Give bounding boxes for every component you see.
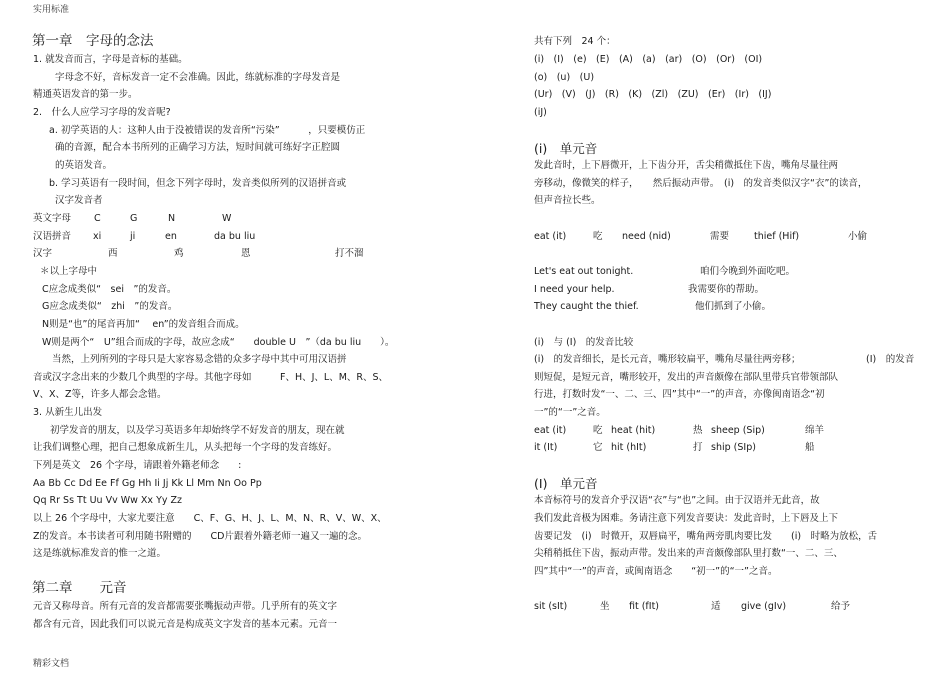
page-header: 实用标准 <box>33 5 70 15</box>
text-line: 齿要记发 (i) 时微开，双唇扁平，嘴角两旁肌肉要比发 (i) 时略为放松，舌 <box>534 531 878 542</box>
word-meaning: 坐 <box>600 601 610 612</box>
table-cell: N <box>168 213 176 224</box>
text-line: (i) 的发音细长，是长元音，嘴形较扁平，嘴角尽量往两旁移； <box>534 354 801 365</box>
word: thief (Hif) <box>754 231 800 242</box>
text-line: 汉字发音者 <box>55 195 103 206</box>
text-line: a. 初学英语的人：这种人由于没被错误的发音所“污染” ，只要模仿正 <box>49 125 366 136</box>
word-meaning: 需要 <box>710 231 730 242</box>
word-meaning: 吃 <box>593 425 603 436</box>
section-title-i: (i) 单元音 <box>534 141 598 156</box>
chapter-2-title: 第二章 元音 <box>32 580 127 596</box>
text-line: V、X、Z等，许多人都会念错。 <box>33 389 167 400</box>
text-line: 3. 从新生儿出发 <box>33 407 103 418</box>
word: it (It) <box>534 442 558 453</box>
example-translation: 他们抓到了小偷。 <box>695 301 772 312</box>
alphabet-line: Aa Bb Cc Dd Ee Ff Gg Hh Ii Jj Kk Ll Mm Nn Oo Pp <box>33 478 262 489</box>
table-cell: 西 <box>108 248 118 259</box>
example-translation: 我需要你的帮助。 <box>688 284 765 295</box>
text-line: 本音标符号的发音介乎汉语“衣”与“也”之间。由于汉语并无此音，故 <box>534 495 820 506</box>
example-sentence: I need your help. <box>534 284 615 295</box>
table-cell: 汉语拼音 <box>33 231 72 242</box>
text-line: N则是“也”的尾音再加“ en”的发音组合而成。 <box>42 319 245 330</box>
word: eat (it) <box>534 231 567 242</box>
text-line: G应念成类似“ zhi ”的发音。 <box>42 301 178 312</box>
word: sheep (Sip) <box>711 425 765 436</box>
table-cell: 打不溜 <box>335 248 364 259</box>
text-line: ＊以上字母中 <box>40 266 98 277</box>
word: give (gIv) <box>741 601 787 612</box>
word: sit (sIt) <box>534 601 568 612</box>
section-title-I: (I) 单元音 <box>534 476 598 491</box>
word-meaning: 船 <box>805 442 815 453</box>
text-line: 行进，打数时发“一、二、三、四”其中“一”的声音，亦像闽南语念“初 <box>534 389 825 400</box>
word-meaning: 适 <box>711 601 721 612</box>
word-meaning: 吃 <box>593 231 603 242</box>
chapter-1-title: 第一章 字母的念法 <box>32 33 154 49</box>
text-line: 音或汉字念出来的少数几个典型的字母。其他字母如 F、H、J、L、M、R、S、 <box>33 372 389 383</box>
table-cell: 鸡 <box>174 248 184 259</box>
text-line: 以上 26 个字母中，大家尤要注意 C、F、G、H、J、L、M、N、R、V、W、X、 <box>33 513 387 524</box>
phonetic-list: (Ur) (V) (J) (R) (K) (Zl) (ZU) (Er) (Ir) (IJ) <box>534 89 772 100</box>
example-sentence: Let's eat out tonight. <box>534 266 634 277</box>
word: fit (fIt) <box>629 601 660 612</box>
table-cell: 汉字 <box>33 248 53 259</box>
word: heat (hit) <box>611 425 656 436</box>
alphabet-line: Qq Rr Ss Tt Uu Vv Ww Xx Yy Zz <box>33 495 183 506</box>
text-line: (i) 与 (I) 的发音比较 <box>534 337 634 348</box>
table-cell: 恩 <box>241 248 251 259</box>
table-cell: C <box>94 213 101 224</box>
text-line: 1. 就发音而言，字母是音标的基础。 <box>33 54 188 65</box>
table-cell: xi <box>93 231 102 242</box>
text-line: 都含有元音，因此我们可以说元音是构成英文字发音的基本元素。元音一 <box>33 619 338 630</box>
text-line: (I) 的发音 <box>866 354 915 365</box>
text-line: C应念成类似“ sei ”的发音。 <box>42 284 177 295</box>
table-cell: ji <box>130 231 136 242</box>
example-sentence: They caught the thief. <box>534 301 639 312</box>
page-footer: 精彩文档 <box>33 659 70 669</box>
table-cell: en <box>165 231 177 242</box>
text-line: 但声音拉长些。 <box>534 195 601 206</box>
text-line: Z的发音。本书读者可利用随书附赠的 CD片跟着外籍老师一遍又一遍的念。 <box>33 531 367 542</box>
text-line: 发此音时，上下唇微开，上下齿分开，舌尖稍微抵住下齿，嘴角尽量往两 <box>534 160 839 171</box>
word: hit (hIt) <box>611 442 647 453</box>
text-line: b. 学习英语有一段时间，但念下列字母时，发音类似所列的汉语拼音或 <box>49 178 347 189</box>
word-meaning: 热 <box>693 425 703 436</box>
word: need (nid) <box>622 231 671 242</box>
text-line: 我们发此音极为困难。务请注意下列发音要诀：发此音时，上下唇及上下 <box>534 513 839 524</box>
text-line: 四”其中“一”的声音，或闽南语念 “初一”的“一”之音。 <box>534 566 778 577</box>
text-line: 2. 什么人应学习字母的发音呢? <box>33 107 171 118</box>
text-line: 字母念不好，音标发音一定不会准确。因此，练就标准的字母发音是 <box>55 72 341 83</box>
text-line: 一”的“一”之音。 <box>534 407 606 418</box>
word-meaning: 绵羊 <box>805 425 825 436</box>
text-line: 这是练就标准发音的惟一之道。 <box>33 548 167 559</box>
word: ship (SIp) <box>711 442 756 453</box>
text-line: 精通英语发音的第一步。 <box>33 89 138 100</box>
table-cell: da bu liu <box>214 231 256 242</box>
word-meaning: 打 <box>693 442 703 453</box>
phonetic-list: (iJ) <box>534 107 547 118</box>
word-meaning: 小偷 <box>848 231 868 242</box>
word-meaning: 给予 <box>831 601 851 612</box>
text-line: 则短促，是短元音，嘴形较开，发出的声音颇像在部队里带兵官带领部队 <box>534 372 839 383</box>
text-line: 下列是英文 26 个字母，请跟着外籍老师念 : <box>33 460 242 471</box>
text-line: 让我们调整心理，把自己想象成新生儿，从头把每一个字母的发音练好。 <box>33 442 338 453</box>
text-line: 初学发音的朋友，以及学习英语多年却始终学不好发音的朋友，现在就 <box>50 425 345 436</box>
word: eat (it) <box>534 425 567 436</box>
text-line: 尖稍稍抵住下齿，振动声带。发出来的声音颇像部队里打数“一、二、三、 <box>534 548 843 559</box>
text-line: W则是两个“ U”组合而成的字母，故应念成“ double U ”（da bu liu ）。 <box>42 337 395 348</box>
phonetic-list: (i) (I) (e) (E) (A) (a) (ar) (O) (Or) (OI) <box>534 54 763 65</box>
table-cell: G <box>130 213 138 224</box>
word-meaning: 它 <box>593 442 603 453</box>
table-cell: W <box>222 213 232 224</box>
text-line: 旁移动，像微笑的样子， 然后振动声带。 (i) 的发音类似汉字“衣”的读音， <box>534 178 868 189</box>
text-line: 确的音源，配合本书所列的正确学习方法，短时间就可练好字正腔圆 <box>55 142 341 153</box>
text-line: 共有下列 24 个： <box>534 36 616 47</box>
phonetic-list: (o) (u) (U) <box>534 72 595 83</box>
text-line: 元音又称母音。所有元音的发音都需要张嘴振动声带。几乎所有的英文字 <box>33 601 338 612</box>
text-line: 的英语发音。 <box>55 160 113 171</box>
table-cell: 英文字母 <box>33 213 72 224</box>
text-line: 当然，上列所列的字母只是大家容易念错的众多字母中其中可用汉语拼 <box>52 354 347 365</box>
example-translation: 咱们今晚到外面吃吧。 <box>700 266 796 277</box>
